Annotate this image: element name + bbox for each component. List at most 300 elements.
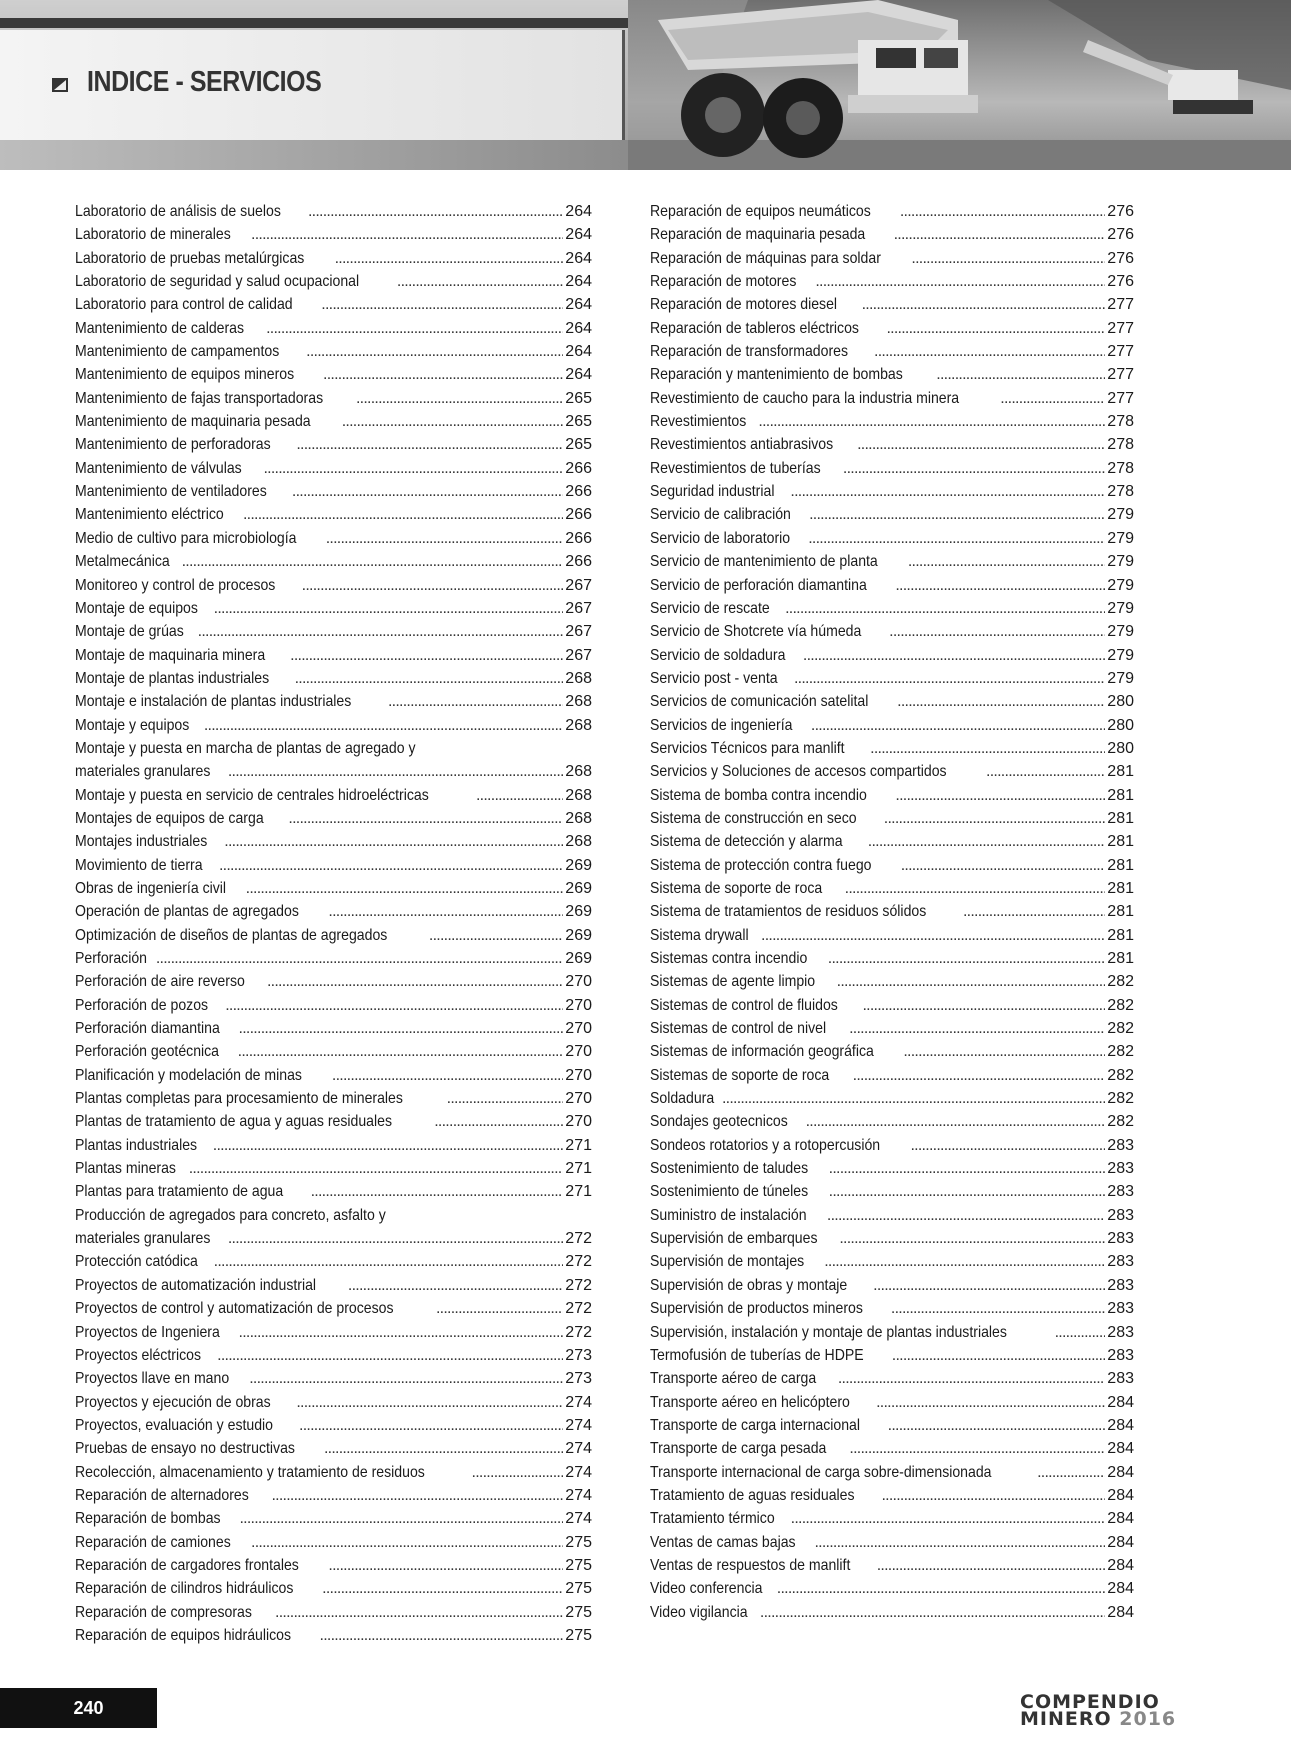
entry-page-number: 278 (1107, 413, 1134, 431)
index-entry (75, 1157, 592, 1180)
entry-name: Perforación de aire reverso (75, 973, 245, 991)
entry-name: Sistemas de soporte de roca (650, 1066, 830, 1084)
entry-name: Termofusión de tuberías de HDPE (650, 1346, 864, 1364)
entry-page-number: 278 (1107, 436, 1134, 454)
index-entry (75, 1227, 592, 1250)
entry-name: Reparación de bombas (75, 1510, 221, 1528)
dot-leader (427, 1204, 590, 1227)
index-entry (75, 1274, 592, 1297)
entry-page-number: 269 (565, 879, 592, 897)
entry-page-number: 279 (1107, 646, 1134, 664)
dot-leader (911, 247, 1105, 270)
dot-leader (901, 854, 1106, 877)
index-entry (650, 597, 1134, 620)
index-entry (650, 433, 1134, 456)
dot-leader (228, 760, 563, 783)
entry-name: Servicios de comunicación satelital (650, 693, 869, 711)
entry-name: Mantenimiento de equipos mineros (75, 366, 295, 384)
dot-leader (324, 1437, 563, 1460)
entry-page-number: 277 (1107, 319, 1134, 337)
entry-page-number: 269 (565, 926, 592, 944)
entry-name: Sondeos rotatorios y a rotopercusión (650, 1136, 881, 1154)
entry-page-number: 282 (1107, 996, 1134, 1014)
entry-name: Proyectos llave en mano (75, 1370, 230, 1388)
dot-leader (857, 433, 1105, 456)
entry-name: Reparación y mantenimiento de bombas (650, 366, 903, 384)
entry-name: Transporte aéreo de carga (650, 1370, 817, 1388)
dot-leader (794, 667, 1105, 690)
dot-leader (838, 1367, 1105, 1390)
entry-name: Proyectos de control y automatización de procesos (75, 1300, 394, 1318)
dot-leader (198, 620, 564, 643)
entry-page-number: 276 (1107, 249, 1134, 267)
entry-page-number: 266 (565, 459, 592, 477)
dot-leader (829, 1157, 1106, 1180)
entry-page-number: 266 (565, 553, 592, 571)
index-entry (650, 924, 1134, 947)
entry-name: Sistema drywall (650, 926, 749, 944)
dot-leader (332, 1064, 563, 1087)
entry-page-number: 274 (565, 1510, 592, 1528)
entry-name: Plantas mineras (75, 1160, 176, 1178)
index-entry (75, 1554, 592, 1577)
entry-name: Operación de plantas de agregados (75, 903, 299, 921)
entry-page-number: 272 (565, 1276, 592, 1294)
entry-page-number: 282 (1107, 1066, 1134, 1084)
dot-leader (335, 247, 564, 270)
entry-name: Ventas de camas bajas (650, 1533, 796, 1551)
entry-page-number: 265 (565, 413, 592, 431)
entry-name: Servicio de laboratorio (650, 529, 791, 547)
index-entry (650, 270, 1134, 293)
index-entry (75, 247, 592, 270)
entry-name: Supervisión de montajes (650, 1253, 805, 1271)
entry-page-number: 283 (1107, 1183, 1134, 1201)
index-entry (650, 1461, 1134, 1484)
index-entry (650, 340, 1134, 363)
entry-name: Proyectos y ejecución de obras (75, 1393, 271, 1411)
entry-name: Perforación (75, 950, 148, 967)
entry-page-number: 282 (1107, 1113, 1134, 1131)
entry-page-number: 281 (1107, 763, 1134, 781)
entry-name: Sostenimiento de taludes (650, 1160, 809, 1178)
entry-name: Plantas completas para procesamiento de minerales (75, 1090, 403, 1108)
entry-name: Pruebas de ensayo no destructivas (75, 1440, 295, 1458)
dot-leader (910, 1134, 1105, 1157)
index-entry (75, 527, 592, 550)
dot-leader (884, 807, 1106, 830)
dot-leader (791, 1507, 1106, 1530)
entry-name: Perforación diamantina (75, 1020, 220, 1038)
index-entry (650, 574, 1134, 597)
entry-name: Montaje de equipos (75, 599, 198, 617)
dot-leader (853, 1064, 1106, 1087)
dot-leader (290, 644, 563, 667)
index-entry (650, 1414, 1134, 1437)
entry-page-number: 281 (1107, 926, 1134, 944)
entry-name: Transporte internacional de carga sobre-dimensionada (650, 1463, 992, 1481)
corner-arrow-icon (52, 78, 68, 92)
dot-leader (829, 1180, 1106, 1203)
entry-name: Laboratorio de análisis de suelos (75, 203, 281, 220)
dot-leader (815, 270, 1105, 293)
entry-name: Montaje y equipos (75, 716, 190, 734)
entry-name: Servicio post - venta (650, 669, 778, 687)
entry-page-number: 267 (565, 623, 592, 641)
index-entry (650, 480, 1134, 503)
dot-leader (806, 1110, 1106, 1133)
dot-leader (897, 690, 1105, 713)
index-entry (75, 317, 592, 340)
dot-leader (936, 363, 1105, 386)
entry-name: Reparación de motores (650, 273, 797, 291)
entry-name: Sistema de soporte de roca (650, 879, 823, 897)
entry-page-number: 264 (565, 226, 592, 244)
entry-page-number: 275 (565, 1533, 592, 1551)
entry-page-number: 283 (1107, 1206, 1134, 1224)
entry-page-number: 269 (565, 903, 592, 921)
entry-page-number: 277 (1107, 389, 1134, 407)
entry-page-number: 284 (1107, 1533, 1134, 1551)
dot-leader (397, 270, 563, 293)
entry-name: Plantas de tratamiento de agua y aguas residuales (75, 1113, 393, 1131)
index-entry (75, 784, 592, 807)
index-entry (75, 807, 592, 830)
dot-leader (311, 1180, 564, 1203)
entry-name: Laboratorio de seguridad y salud ocupacional (75, 273, 360, 291)
entry-page-number: 283 (1107, 1230, 1134, 1248)
entry-page-number: 268 (565, 833, 592, 851)
index-entry (75, 1461, 592, 1484)
entry-name: Producción de agregados para concreto, asfalto y (75, 1206, 386, 1224)
entry-name: materiales granulares (75, 763, 211, 781)
entry-name: Mantenimiento de ventiladores (75, 483, 267, 501)
index-column-left (75, 200, 592, 1647)
dot-leader (342, 410, 564, 433)
entry-name: Seguridad industrial (650, 483, 775, 501)
entry-name: Supervisión, instalación y montaje de plantas industriales (650, 1323, 1007, 1341)
dot-leader (228, 1227, 563, 1250)
entry-name: Reparación de tableros eléctricos (650, 319, 859, 337)
entry-page-number: 283 (1107, 1346, 1134, 1364)
dot-leader (862, 994, 1105, 1017)
dot-leader (436, 1297, 563, 1320)
dot-leader (246, 877, 564, 900)
entry-name: Supervisión de productos mineros (650, 1300, 863, 1318)
entry-page-number: 264 (565, 249, 592, 267)
dot-leader (328, 1554, 563, 1577)
entry-name: Servicio de soldadura (650, 646, 786, 664)
entry-name: Suministro de instalación (650, 1206, 807, 1224)
entry-name: Protección catódica (75, 1253, 198, 1271)
dot-leader (328, 900, 563, 923)
entry-name: Laboratorio de pruebas metalúrgicas (75, 249, 305, 267)
index-entry (75, 1577, 592, 1600)
entry-page-number: 281 (1107, 950, 1134, 967)
entry-page-number: 284 (1107, 1510, 1134, 1528)
dot-leader (204, 714, 563, 737)
entry-page-number: 270 (565, 1090, 592, 1108)
entry-name: Mantenimiento de válvulas (75, 459, 242, 477)
index-column-right (650, 200, 1134, 1624)
index-entry (650, 1601, 1134, 1624)
dot-leader (476, 784, 563, 807)
dot-leader (239, 1507, 563, 1530)
dot-leader (1000, 387, 1105, 410)
dot-leader (292, 480, 563, 503)
entry-page-number: 270 (565, 973, 592, 991)
dot-leader (326, 527, 564, 550)
entry-name: Soldadura (650, 1090, 715, 1108)
dot-leader (777, 1577, 1106, 1600)
entry-page-number: 280 (1107, 739, 1134, 757)
header-banner (0, 0, 1291, 170)
entry-name: Sondajes geotecnicos (650, 1113, 788, 1131)
dot-leader (895, 574, 1105, 597)
dot-leader (986, 760, 1105, 783)
index-entry (650, 970, 1134, 993)
entry-page-number: 267 (565, 646, 592, 664)
entry-name: Servicio de perforación diamantina (650, 576, 867, 594)
entry-name: Proyectos de Ingeniera (75, 1323, 220, 1341)
entry-name: Transporte de carga pesada (650, 1440, 827, 1458)
index-entry (650, 1157, 1134, 1180)
entry-name: Montajes de equipos de carga (75, 809, 264, 827)
dot-leader (472, 1461, 564, 1484)
index-entry (75, 1110, 592, 1133)
entry-name: Optimización de diseños de plantas de agregados (75, 926, 388, 944)
entry-name: Ventas de respuestos de manlift (650, 1556, 851, 1574)
dot-leader (722, 1087, 1105, 1110)
entry-page-number: 279 (1107, 553, 1134, 571)
entry-page-number: 277 (1107, 343, 1134, 361)
entry-page-number: 268 (565, 809, 592, 827)
entry-page-number: 265 (565, 436, 592, 454)
index-entry (75, 433, 592, 456)
entry-name: Sistema de tratamientos de residuos sólidos (650, 903, 927, 921)
dot-leader (296, 1391, 563, 1414)
entry-page-number: 277 (1107, 296, 1134, 314)
dot-leader (881, 1484, 1105, 1507)
dot-leader (894, 223, 1106, 246)
entry-name: Servicio de rescate (650, 599, 770, 617)
index-entry (75, 900, 592, 923)
dot-leader (877, 1554, 1106, 1577)
index-entry (75, 970, 592, 993)
index-entry (650, 1180, 1134, 1203)
index-entry (650, 1531, 1134, 1554)
entry-name: Mantenimiento eléctrico (75, 506, 224, 524)
entry-name: Reparación de transformadores (650, 343, 849, 361)
dot-leader (876, 1391, 1105, 1414)
dot-leader (868, 830, 1106, 853)
dot-leader (429, 924, 563, 947)
dot-leader (213, 1134, 564, 1157)
dot-leader (156, 947, 563, 970)
dot-leader (886, 317, 1105, 340)
index-entry (75, 550, 592, 573)
entry-name: Sistemas de control de fluidos (650, 996, 838, 1014)
index-entry (650, 854, 1134, 877)
entry-name: Sistema de detección y alarma (650, 833, 843, 851)
index-entry (650, 223, 1134, 246)
index-entry (75, 340, 592, 363)
index-entry (650, 994, 1134, 1017)
dot-leader (870, 737, 1105, 760)
entry-page-number: 282 (1107, 1020, 1134, 1038)
brand-line1: COMPENDIO (1020, 1691, 1160, 1713)
dot-leader (263, 457, 563, 480)
entry-name: Perforación geotécnica (75, 1043, 220, 1061)
entry-name: Montaje y puesta en marcha de plantas de agregado y (75, 739, 416, 757)
entry-page-number: 275 (565, 1580, 592, 1598)
entry-name: Montajes industriales (75, 833, 208, 851)
entry-page-number: 283 (1107, 1276, 1134, 1294)
entry-name: Mantenimiento de maquinaria pesada (75, 413, 311, 431)
dot-leader (322, 1577, 563, 1600)
index-entry (75, 1391, 592, 1414)
entry-page-number: 279 (1107, 506, 1134, 524)
index-entry (650, 690, 1134, 713)
entry-name: Movimiento de tierra (75, 856, 203, 874)
entry-name: Proyectos eléctricos (75, 1346, 201, 1364)
entry-name: Reparación de camiones (75, 1533, 231, 1551)
entry-page-number: 282 (1107, 1090, 1134, 1108)
index-entry (650, 1344, 1134, 1367)
entry-page-number: 269 (565, 950, 592, 967)
entry-page-number: 265 (565, 389, 592, 407)
entry-page-number: 283 (1107, 1160, 1134, 1178)
entry-page-number: 278 (1107, 459, 1134, 477)
index-entry (650, 1297, 1134, 1320)
entry-page-number: 280 (1107, 716, 1134, 734)
dot-leader (348, 1274, 563, 1297)
dot-leader (214, 597, 564, 620)
dot-leader (903, 1040, 1105, 1063)
entry-name: Sistema de construcción en seco (650, 809, 857, 827)
index-entry (650, 1064, 1134, 1087)
entry-name: Proyectos de automatización industrial (75, 1276, 317, 1294)
entry-name: Reparación de maquinaria pesada (650, 226, 866, 244)
entry-name: Supervisión de obras y montaje (650, 1276, 848, 1294)
dot-leader (908, 550, 1105, 573)
entry-name: Sistema de bomba contra incendio (650, 786, 867, 804)
entry-page-number: 279 (1107, 623, 1134, 641)
dot-leader (388, 690, 563, 713)
index-entry (75, 1507, 592, 1530)
entry-name: Reparación de equipos hidráulicos (75, 1626, 292, 1644)
entry-page-number: 279 (1107, 599, 1134, 617)
entry-page-number: 281 (1107, 833, 1134, 851)
dot-leader (824, 1250, 1105, 1273)
entry-page-number: 264 (565, 273, 592, 291)
index-entry (650, 760, 1134, 783)
entry-name: Revestimiento de caucho para la industria minera (650, 389, 960, 407)
entry-name: Revestimientos (650, 413, 747, 431)
dot-leader (900, 200, 1105, 223)
index-entry (75, 830, 592, 853)
entry-name: Plantas para tratamiento de agua (75, 1183, 284, 1201)
index-entry (650, 457, 1134, 480)
entry-page-number: 283 (1107, 1136, 1134, 1154)
entry-name: Tratamiento térmico (650, 1510, 775, 1528)
index-entry (650, 1087, 1134, 1110)
entry-page-number: 284 (1107, 1463, 1134, 1481)
dot-leader (760, 1601, 1105, 1624)
dot-leader (447, 1087, 564, 1110)
dot-leader (849, 1017, 1105, 1040)
entry-page-number: 275 (565, 1626, 592, 1644)
entry-page-number: 272 (565, 1300, 592, 1318)
dot-leader (862, 293, 1106, 316)
dot-leader (302, 574, 564, 597)
entry-page-number: 274 (565, 1393, 592, 1411)
index-entry (650, 1391, 1134, 1414)
entry-page-number: 281 (1107, 809, 1134, 827)
index-entry (650, 900, 1134, 923)
index-entry (75, 410, 592, 433)
brand-minero: MINERO (1020, 1708, 1112, 1730)
entry-page-number: 266 (565, 506, 592, 524)
index-entry (650, 317, 1134, 340)
entry-name: Reparación de cilindros hidráulicos (75, 1580, 294, 1598)
entry-name: Montaje de grúas (75, 623, 184, 641)
entry-name: Sostenimiento de túneles (650, 1183, 809, 1201)
entry-page-number: 282 (1107, 973, 1134, 991)
page-title: INDICE - SERVICIOS (87, 66, 322, 98)
index-entry (75, 1601, 592, 1624)
entry-name: Perforación de pozos (75, 996, 209, 1014)
index-entry (75, 877, 592, 900)
index-entry (75, 620, 592, 643)
dot-leader (238, 1040, 564, 1063)
entry-page-number: 268 (565, 763, 592, 781)
index-entry (75, 457, 592, 480)
dot-leader (814, 1531, 1105, 1554)
entry-page-number: 284 (1107, 1440, 1134, 1458)
entry-page-number: 276 (1107, 226, 1134, 244)
index-entry (75, 1531, 592, 1554)
entry-page-number: 264 (565, 366, 592, 384)
dot-leader (321, 293, 563, 316)
entry-page-number: 274 (565, 1463, 592, 1481)
entry-name: Servicios y Soluciones de accesos compartidos (650, 763, 947, 781)
entry-name: Servicio de Shotcrete vía húmeda (650, 623, 862, 641)
entry-name: Sistemas de control de nivel (650, 1020, 827, 1038)
header-strip (0, 140, 628, 170)
dot-leader (811, 714, 1105, 737)
index-entry (650, 714, 1134, 737)
index-entry (75, 270, 592, 293)
entry-name: Revestimientos antiabrasivos (650, 436, 834, 454)
index-entry (650, 247, 1134, 270)
entry-page-number: 272 (565, 1323, 592, 1341)
entry-page-number: 284 (1107, 1603, 1134, 1621)
dot-leader (189, 1157, 564, 1180)
page-number-badge (0, 1688, 157, 1728)
entry-page-number: 277 (1107, 366, 1134, 384)
entry-page-number: 271 (565, 1136, 592, 1154)
index-entry (75, 1484, 592, 1507)
entry-name: Sistemas de información geográfica (650, 1043, 874, 1061)
index-entry (650, 1367, 1134, 1390)
entry-page-number: 281 (1107, 856, 1134, 874)
index-entry (75, 200, 592, 223)
index-entry (75, 503, 592, 526)
entry-page-number: 270 (565, 1020, 592, 1038)
dot-leader (843, 457, 1105, 480)
index-entry (650, 1017, 1134, 1040)
